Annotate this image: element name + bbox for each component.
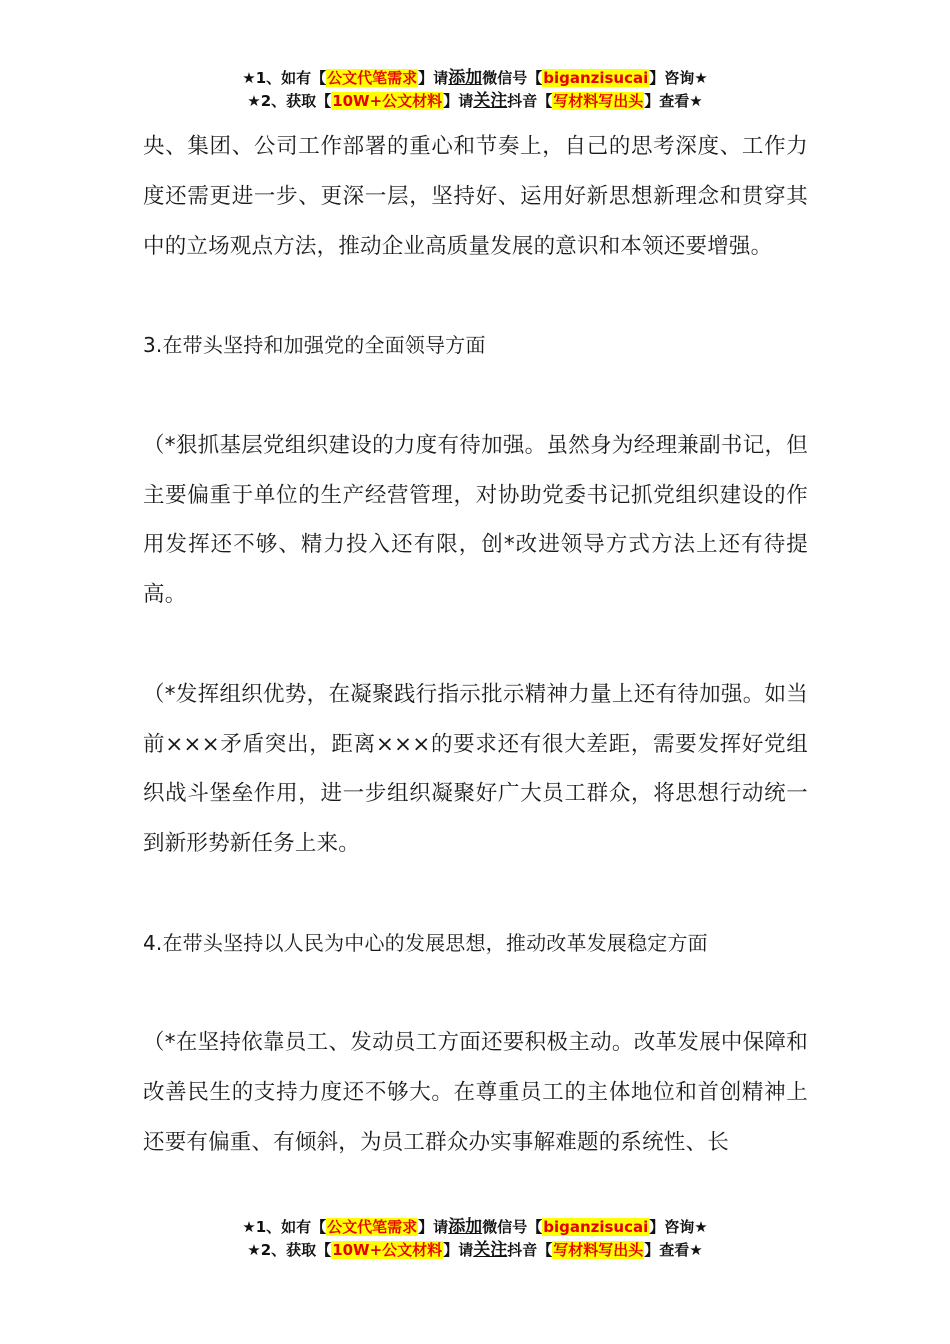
- banner-line-1: [0, 67, 950, 90]
- banner-underlined: 添加: [448, 68, 483, 88]
- banner-text: 】咨询★: [649, 69, 708, 87]
- banner-line-1: [0, 1216, 950, 1239]
- banner-line-2: [0, 1239, 950, 1262]
- highlight-service: 公文代笔需求: [327, 1218, 418, 1236]
- highlight-materials: 10W+公文材料: [332, 1241, 443, 1259]
- banner-text: 微信号【: [482, 1218, 543, 1236]
- banner-text: ★1、如有【: [242, 1218, 327, 1236]
- document-body: [143, 122, 808, 1168]
- highlight-douyin-account: 写材料写出头: [553, 1241, 644, 1259]
- highlight-wechat-id: biganzisucai: [543, 69, 649, 87]
- paragraph-spacer: [143, 969, 808, 1019]
- paragraph-1: 央、集团、公司工作部署的重心和节奏上，自己的思考深度、工作力度还需更进一步、更深一层，坚持好、运用好新思想新理念和贯穿其中的立场观点方法，推动企业高质量发展的意识和本领还要增强。: [143, 134, 808, 259]
- highlight-service: 公文代笔需求: [327, 69, 418, 87]
- paragraph-4: （*在坚持依靠员工、发动员工方面还要积极主动。改革发展中保障和改善民生的支持力度还不够大。在尊重员工的主体地位和首创精神上还要有偏重、有倾斜，为员工群众办实事解难题的系统性、长: [143, 1030, 808, 1155]
- highlight-douyin-account: 写材料写出头: [553, 92, 644, 110]
- paragraph-3: （*发挥组织优势，在凝聚践行指示批示精神力量上还有待加强。如当前×××矛盾突出，距离×××的要求还有很大差距，需要发挥好党组织战斗堡垒作用，进一步组织凝聚好广大员工群众，将思想行动统一到新形势新任务上来。: [143, 681, 808, 857]
- section-heading-3: 3.在带头坚持和加强党的全面领导方面: [143, 333, 486, 358]
- banner-text: 】请: [443, 92, 474, 110]
- banner-underlined: 关注: [473, 1240, 508, 1260]
- paragraph-spacer: [143, 271, 808, 321]
- banner-text: ★1、如有【: [242, 69, 327, 87]
- banner-underlined: 关注: [473, 91, 508, 111]
- highlight-wechat-id: biganzisucai: [543, 1218, 649, 1236]
- banner-text: 抖音【: [507, 1241, 553, 1259]
- highlight-materials: 10W+公文材料: [332, 92, 443, 110]
- paragraph-spacer: [143, 371, 808, 421]
- banner-text: 】查看★: [644, 1241, 703, 1259]
- banner-text: 微信号【: [482, 69, 543, 87]
- header-banner: [0, 67, 950, 113]
- banner-text: 】请: [418, 69, 449, 87]
- banner-text: ★2、获取【: [247, 92, 332, 110]
- footer-banner: [0, 1216, 950, 1262]
- banner-line-2: [0, 90, 950, 113]
- paragraph-spacer: [143, 869, 808, 919]
- paragraph-2: （*狠抓基层党组织建设的力度有待加强。虽然身为经理兼副书记，但主要偏重于单位的生产经营管理，对协助党委书记抓党组织建设的作用发挥还不够、精力投入还有限，创*改进领导方式方法上还有待提高。: [143, 432, 808, 608]
- banner-text: 】查看★: [644, 92, 703, 110]
- banner-text: 】请: [443, 1241, 474, 1259]
- banner-text: ★2、获取【: [247, 1241, 332, 1259]
- banner-text: 】咨询★: [649, 1218, 708, 1236]
- banner-underlined: 添加: [448, 1217, 483, 1237]
- banner-text: 抖音【: [507, 92, 553, 110]
- paragraph-spacer: [143, 620, 808, 670]
- section-heading-4: 4.在带头坚持以人民为中心的发展思想，推动改革发展稳定方面: [143, 930, 708, 955]
- banner-text: 】请: [418, 1218, 449, 1236]
